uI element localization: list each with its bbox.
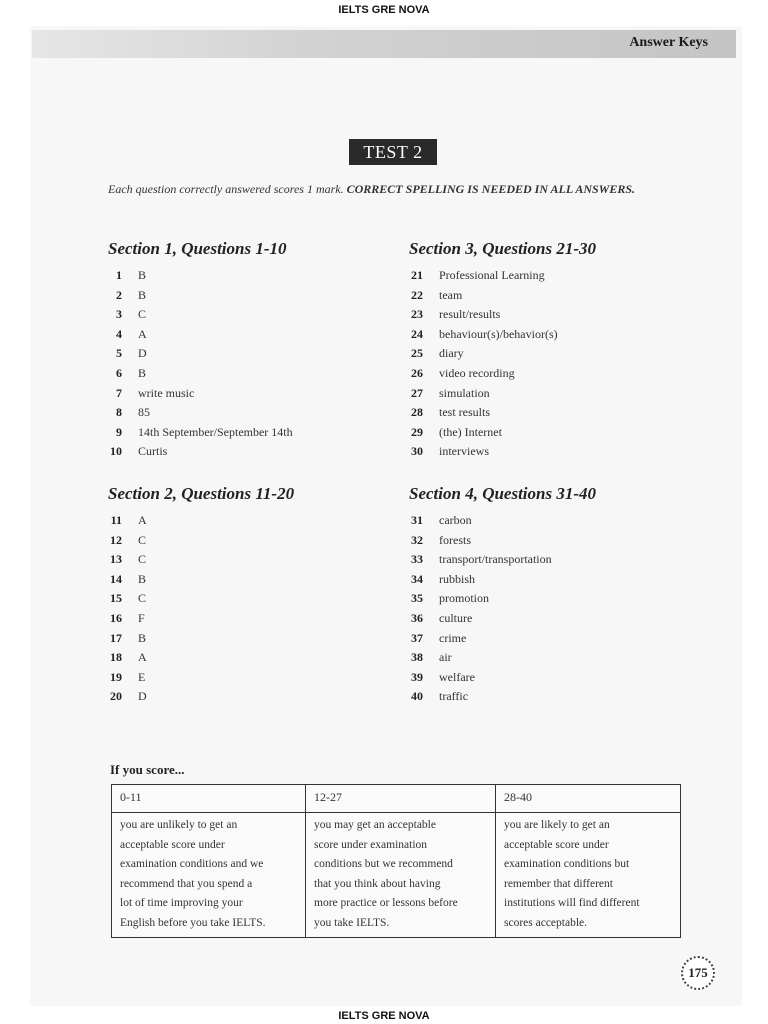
answer-text: A: [138, 326, 147, 341]
answer-text: interviews: [439, 444, 489, 459]
answer-text: D: [138, 689, 147, 704]
score-range: 12-27: [306, 785, 495, 813]
description-line: acceptable score under: [120, 838, 225, 851]
answer-text: B: [138, 365, 147, 380]
answer-text: carbon: [439, 513, 472, 527]
answer-number: 30: [411, 444, 423, 459]
description-line: remember that different: [504, 877, 613, 890]
answer-number: 13: [110, 552, 122, 567]
score-range: 28-40: [496, 785, 680, 813]
score-column: [112, 785, 305, 937]
score-description: [112, 813, 305, 936]
answer-number: 11: [110, 513, 122, 527]
answer-number: 40: [411, 689, 423, 704]
answer-number: 2: [116, 287, 122, 302]
answer-number: 4: [116, 326, 122, 341]
answer-text: D: [138, 346, 147, 361]
answer-number: 1: [116, 268, 122, 282]
answer-text: test results: [439, 405, 490, 420]
answer-number: 36: [411, 610, 423, 625]
answer-text: A: [138, 650, 147, 665]
description-line: examination conditions and we: [120, 858, 264, 870]
answer-number: 18: [110, 650, 122, 665]
test-title: TEST 2: [349, 139, 437, 165]
answer-text: crime: [439, 630, 467, 645]
answer-number: 16: [110, 610, 122, 625]
answer-number: 38: [411, 650, 423, 665]
answer-number: 33: [411, 552, 423, 567]
answer-number: 21: [411, 268, 423, 282]
description-line: acceptable score under: [504, 838, 609, 851]
answer-number: 25: [411, 346, 423, 361]
answer-number: 26: [411, 365, 423, 380]
answer-number: 12: [110, 532, 122, 547]
answer-number: 7: [116, 385, 122, 400]
answer-text: forests: [439, 532, 471, 547]
score-column: [495, 785, 680, 937]
score-range: 0-11: [112, 785, 305, 813]
answer-number: 22: [411, 287, 423, 302]
answer-text: video recording: [439, 365, 515, 380]
answer-text: Professional Learning: [439, 268, 545, 282]
answer-text: rubbish: [439, 571, 475, 586]
description-line: lot of time improving your: [120, 897, 243, 909]
answer-number: 14: [110, 571, 122, 586]
description-line: that you think about having: [314, 877, 441, 890]
section-banner: [32, 30, 736, 58]
answer-text: behaviour(s)/behavior(s): [439, 326, 558, 341]
bottom-watermark-footer: IELTS GRE NOVA: [338, 1010, 430, 1022]
score-column: [305, 785, 495, 937]
description-line: examination conditions but: [504, 858, 630, 870]
answer-text: diary: [439, 346, 464, 361]
answer-number: 15: [110, 591, 122, 606]
answer-text: C: [138, 552, 147, 567]
score-description: [306, 813, 495, 936]
answer-number: 24: [411, 326, 423, 341]
answer-number: 31: [411, 513, 423, 527]
answer-number: 39: [411, 669, 423, 684]
answer-text: culture: [439, 610, 473, 625]
banner-title: Answer Keys: [629, 35, 708, 50]
answer-text: transport/transportation: [439, 552, 552, 567]
answer-number: 23: [411, 307, 423, 322]
answer-number: 29: [411, 424, 423, 439]
answer-number: 20: [110, 689, 122, 704]
answer-text: air: [439, 650, 452, 665]
answer-text: promotion: [439, 591, 489, 606]
answer-number: 9: [116, 424, 122, 439]
answer-text: result/results: [439, 307, 501, 322]
answer-number: 10: [110, 444, 122, 459]
answer-number: 34: [411, 571, 423, 586]
answer-text: 85: [138, 405, 150, 420]
answer-text: C: [138, 307, 147, 322]
answer-number: 6: [116, 365, 122, 380]
answer-text: traffic: [439, 689, 469, 704]
answer-text: write music: [138, 385, 195, 400]
answer-number: 17: [110, 630, 122, 645]
answer-text: Curtis: [138, 444, 168, 459]
description-line: English before you take IELTS.: [120, 916, 266, 929]
page-number: 175: [681, 956, 715, 990]
answer-number: 32: [411, 532, 423, 547]
answer-number: 5: [116, 346, 122, 361]
description-line: you are likely to get an: [504, 819, 610, 831]
answer-text: C: [138, 532, 147, 547]
answer-text: C: [138, 591, 147, 606]
description-line: scores acceptable.: [504, 916, 588, 929]
top-watermark-header: IELTS GRE NOVA: [338, 4, 430, 16]
answer-text: 14th September/September 14th: [138, 424, 293, 439]
description-line: you are unlikely to get an: [120, 819, 238, 831]
answer-text: (the) Internet: [439, 424, 502, 439]
answer-number: 8: [116, 405, 122, 420]
instructions-note: Each question correctly answered scores 1 mark.: [108, 182, 344, 196]
section-1-heading: Section 1, Questions 1-10: [108, 239, 287, 258]
score-heading: If you score...: [110, 762, 185, 777]
answer-number: 3: [116, 307, 122, 322]
description-line: recommend that you spend a: [120, 877, 253, 890]
answer-number: 27: [411, 385, 423, 400]
answer-text: F: [138, 610, 145, 625]
answer-text: B: [138, 630, 147, 645]
answer-text: A: [138, 513, 147, 527]
answer-number: 19: [110, 669, 122, 684]
answer-text: simulation: [439, 385, 490, 400]
answer-text: B: [138, 287, 147, 302]
instructions-emphasis: CORRECT SPELLING IS NEEDED IN ALL ANSWERS.: [346, 182, 636, 196]
answer-text: E: [138, 669, 146, 684]
score-description: [496, 813, 680, 936]
description-line: institutions will find different: [504, 897, 640, 909]
answer-text: B: [138, 571, 147, 586]
instructions: [108, 179, 688, 200]
description-line: score under examination: [314, 838, 428, 851]
description-line: conditions but we recommend: [314, 858, 453, 870]
section-3-heading: Section 3, Questions 21-30: [409, 239, 597, 258]
answer-number: 35: [411, 591, 423, 606]
answer-number: 28: [411, 405, 423, 420]
answer-text: welfare: [439, 669, 475, 684]
description-line: you take IELTS.: [314, 916, 390, 929]
section-2-heading: Section 2, Questions 11-20: [108, 484, 295, 503]
answer-number: 37: [411, 630, 423, 645]
section-4-heading: Section 4, Questions 31-40: [409, 484, 597, 503]
answer-text: B: [138, 268, 147, 282]
description-line: more practice or lessons before: [314, 897, 458, 909]
answer-text: team: [439, 287, 463, 302]
description-line: you may get an acceptable: [314, 819, 436, 831]
score-table: [111, 784, 681, 938]
